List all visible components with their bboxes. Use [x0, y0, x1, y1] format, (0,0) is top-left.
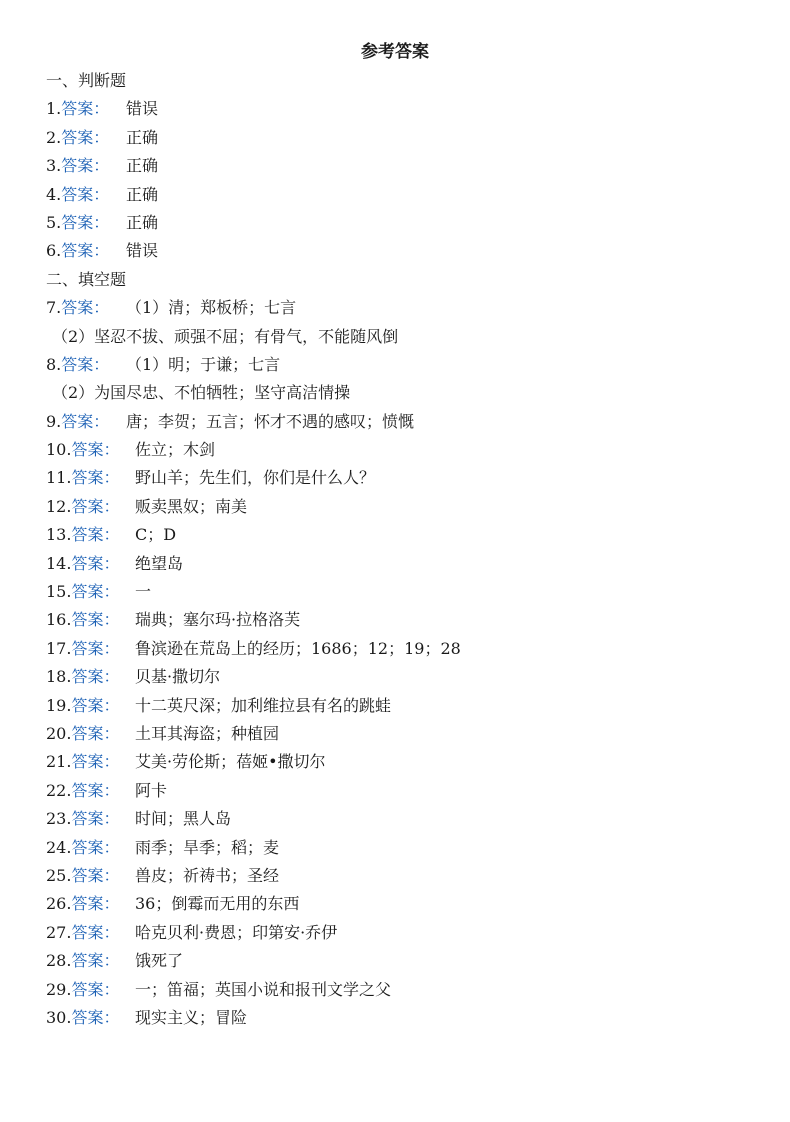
answer-text: 土耳其海盗；种植园: [135, 723, 280, 743]
item-number: 23.: [46, 809, 72, 829]
answer-label: 答案：: [71, 525, 120, 545]
answer-label: 答案：: [61, 184, 110, 204]
answer-continuation: （2）坚忍不拔、顽强不屈；有骨气，不能随风倒: [52, 326, 399, 346]
answer-item: [46, 805, 746, 833]
answer-item: [46, 152, 746, 180]
item-number: 5.: [46, 212, 62, 232]
answer-label: 答案：: [71, 468, 120, 488]
answer-text: 艾美·劳伦斯；蓓姬•撒切尔: [135, 752, 326, 772]
answer-label: 答案：: [71, 922, 120, 942]
section-heading-fill: 二、填空题: [46, 269, 127, 289]
item-number: 30.: [46, 1007, 72, 1027]
answer-text: 阿卡: [135, 780, 168, 800]
answer-text: 时间；黑人岛: [135, 809, 232, 829]
answer-item: [46, 464, 746, 492]
answer-text: 一；笛福；英国小说和报刊文学之父: [135, 979, 392, 999]
answer-label: 答案：: [71, 780, 120, 800]
answer-text: 佐立；木剑: [135, 440, 216, 460]
answer-item: [46, 181, 746, 209]
answer-item: [46, 95, 746, 123]
item-number: 28.: [46, 951, 72, 971]
page-title: 参考答案: [361, 42, 429, 62]
answer-text: 错误: [126, 99, 159, 119]
item-number: 25.: [46, 865, 72, 885]
answer-text: 正确: [126, 156, 159, 176]
answer-item: [46, 947, 746, 975]
answer-item: [46, 663, 746, 691]
item-number: 11.: [46, 468, 72, 488]
answer-item: [46, 408, 746, 436]
item-number: 12.: [46, 496, 72, 516]
item-number: 9.: [46, 411, 62, 431]
answer-label: 答案：: [71, 1007, 120, 1027]
item-number: 27.: [46, 922, 72, 942]
answer-list: [46, 67, 746, 1032]
answer-item: [46, 777, 746, 805]
answer-label: 答案：: [71, 865, 120, 885]
answer-text: 兽皮；祈祷书；圣经: [135, 865, 280, 885]
answer-label: 答案：: [61, 212, 110, 232]
item-number: 6.: [46, 241, 62, 261]
answer-item: [46, 862, 746, 890]
item-number: 10.: [46, 440, 72, 460]
answer-text: 野山羊；先生们，你们是什么人？: [135, 468, 376, 488]
answer-text: 错误: [126, 241, 159, 261]
answer-text: 贩卖黑奴；南美: [135, 496, 248, 516]
answer-item: [46, 976, 746, 1004]
section-heading-judge: 一、判断题: [46, 71, 127, 90]
answer-label: 答案：: [71, 667, 120, 687]
answer-label: 答案：: [71, 496, 120, 516]
answer-text: 一: [135, 582, 152, 602]
answer-label: 答案：: [71, 440, 120, 460]
answer-label: 答案：: [71, 894, 120, 914]
answer-item: [46, 834, 746, 862]
answer-item: [46, 436, 746, 464]
answer-item: [46, 493, 746, 521]
answer-label: 答案：: [71, 979, 120, 999]
answer-label: 答案：: [61, 99, 110, 119]
answer-item: [46, 578, 746, 606]
item-number: 29.: [46, 979, 72, 999]
answer-item: [46, 550, 746, 578]
answer-item: [46, 890, 746, 918]
item-number: 1.: [46, 99, 62, 119]
item-number: 2.: [46, 127, 62, 147]
answer-label: 答案：: [61, 156, 110, 176]
item-number: 24.: [46, 837, 72, 857]
answer-label: 答案：: [61, 298, 110, 318]
item-number: 17.: [46, 638, 72, 658]
item-number: 21.: [46, 752, 72, 772]
answer-item: [46, 209, 746, 237]
answer-label: 答案：: [71, 695, 120, 715]
answer-text: 饿死了: [135, 951, 184, 971]
answer-label: 答案：: [61, 127, 110, 147]
answer-label: 答案：: [71, 610, 120, 630]
answer-item: [46, 606, 746, 634]
item-number: 7.: [46, 298, 62, 318]
answer-item: [46, 521, 746, 549]
item-number: 8.: [46, 354, 62, 374]
answer-label: 答案：: [61, 354, 110, 374]
answer-text: 正确: [126, 212, 159, 232]
answer-item: [46, 748, 746, 776]
answer-label: 答案：: [71, 951, 120, 971]
answer-text: 绝望岛: [135, 553, 184, 573]
item-number: 18.: [46, 667, 72, 687]
answer-item: [46, 124, 746, 152]
item-number: 20.: [46, 723, 72, 743]
answer-item: [46, 294, 746, 322]
answer-label: 答案：: [71, 553, 120, 573]
item-number: 14.: [46, 553, 72, 573]
answer-item: [46, 1004, 746, 1032]
answer-text: 哈克贝利·费恩；印第安·乔伊: [135, 922, 338, 942]
answer-text: C；D: [135, 525, 177, 545]
item-number: 16.: [46, 610, 72, 630]
answer-text: 鲁滨逊在荒岛上的经历；1686；12；19；28: [135, 638, 461, 658]
answer-label: 答案：: [71, 809, 120, 829]
item-number: 15.: [46, 582, 72, 602]
answer-label: 答案：: [71, 638, 120, 658]
answer-text: （1）明；于谦；七言: [126, 354, 281, 374]
answer-label: 答案：: [61, 411, 110, 431]
answer-text: 正确: [126, 184, 159, 204]
answer-label: 答案：: [61, 241, 110, 261]
answer-label: 答案：: [71, 752, 120, 772]
answer-item: [46, 351, 746, 379]
answer-text: 36；倒霉而无用的东西: [135, 894, 300, 914]
answer-text: 瑞典；塞尔玛·拉格洛芙: [135, 610, 301, 630]
item-number: 22.: [46, 780, 72, 800]
answer-label: 答案：: [71, 723, 120, 743]
item-number: 3.: [46, 156, 62, 176]
answer-text: 唐；李贺；五言；怀才不遇的感叹；愤慨: [126, 411, 415, 431]
answer-label: 答案：: [71, 582, 120, 602]
answer-continuation: （2）为国尽忠、不怕牺牲；坚守高洁情操: [52, 383, 351, 403]
item-number: 13.: [46, 525, 72, 545]
item-number: 4.: [46, 184, 62, 204]
answer-item: [46, 919, 746, 947]
answer-text: 现实主义；冒险: [135, 1007, 248, 1027]
item-number: 26.: [46, 894, 72, 914]
answer-text: （1）清；郑板桥；七言: [126, 298, 297, 318]
answer-item: [46, 635, 746, 663]
item-number: 19.: [46, 695, 72, 715]
answer-item: [46, 692, 746, 720]
answer-text: 十二英尺深；加利维拉县有名的跳蛙: [135, 695, 392, 715]
answer-text: 雨季；旱季；稻；麦: [135, 837, 280, 857]
answer-item: [46, 237, 746, 265]
answer-item: [46, 720, 746, 748]
answer-text: 贝基·撒切尔: [135, 667, 221, 687]
answer-text: 正确: [126, 127, 159, 147]
answer-label: 答案：: [71, 837, 120, 857]
